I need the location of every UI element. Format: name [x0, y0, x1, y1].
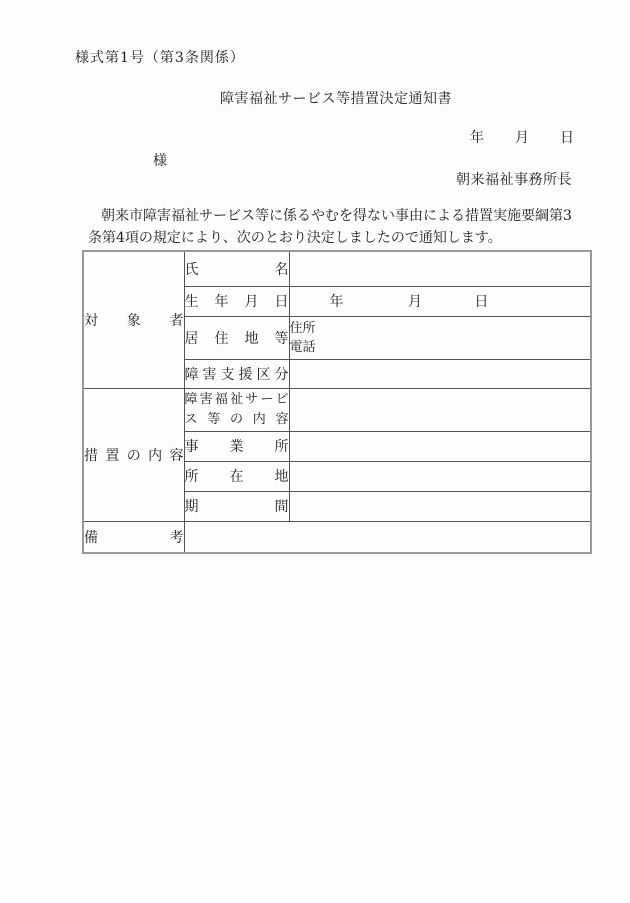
decision-form-table [82, 250, 592, 554]
service-content-label-line2: ス等の内容 [184, 411, 289, 427]
measure-group-header [83, 388, 184, 521]
subject-group-header [83, 251, 184, 388]
service-content-label-cell [184, 388, 289, 431]
support-category-value-cell [289, 359, 591, 388]
document-title: 障害福祉サービス等措置決定通知書 [220, 91, 452, 107]
issue-date-day-label: 日 [560, 130, 574, 146]
body-line-1: 朝来市障害福祉サービス等に係るやむを得ない事由による措置実施要綱第3 [101, 208, 572, 224]
office-field-value-cell [289, 431, 591, 461]
form-number: 様式第1号（第3条関係） [75, 50, 245, 66]
residence-address-label: 住所 [289, 320, 316, 336]
office-field-label: 事業所 [184, 439, 289, 455]
period-field-value-cell [289, 491, 591, 521]
location-field-value-cell [289, 461, 591, 491]
location-field-label-cell [184, 461, 289, 491]
measure-group-label: 措置の内容 [84, 447, 184, 464]
name-field-label-cell [184, 251, 289, 286]
birthdate-year-label: 年 [329, 294, 344, 310]
support-category-label-cell [184, 359, 289, 388]
support-category-label: 障害支援区分 [184, 366, 289, 383]
period-field-label-cell [184, 491, 289, 521]
birthdate-field-label-cell [184, 286, 289, 316]
residence-phone-label: 電話 [289, 339, 316, 355]
subject-group-label: 対象者 [84, 312, 184, 329]
body-line-2: 条第4項の規定により、次のとおり決定しましたので通知します。 [88, 230, 502, 246]
remarks-label-cell [83, 521, 184, 553]
residence-field-value-cell [289, 316, 591, 359]
location-field-label: 所在地 [184, 469, 289, 485]
name-field-value-cell [289, 251, 591, 286]
residence-field-label: 居住地等 [184, 330, 289, 347]
issuer-name: 朝来福祉事務所長 [456, 172, 572, 188]
remarks-value-cell [184, 521, 591, 553]
period-field-label: 期間 [184, 499, 289, 515]
notification-body [88, 205, 572, 249]
remarks-label: 備考 [84, 529, 184, 546]
name-field-label: 氏名 [184, 261, 289, 278]
birthdate-day-label: 日 [474, 294, 489, 310]
service-content-value-cell [289, 388, 591, 431]
birthdate-field-value-cell [289, 286, 591, 316]
issue-date-year-label: 年 [470, 130, 484, 146]
birthdate-field-label: 生年月日 [184, 294, 289, 310]
birthdate-month-label: 月 [407, 294, 422, 310]
service-content-label-line1: 障害福祉サービ [184, 391, 289, 407]
issue-date-line [470, 127, 574, 147]
office-field-label-cell [184, 431, 289, 461]
residence-field-label-cell [184, 316, 289, 359]
addressee-honorific: 様 [153, 153, 167, 169]
issue-date-month-label: 月 [515, 130, 529, 146]
